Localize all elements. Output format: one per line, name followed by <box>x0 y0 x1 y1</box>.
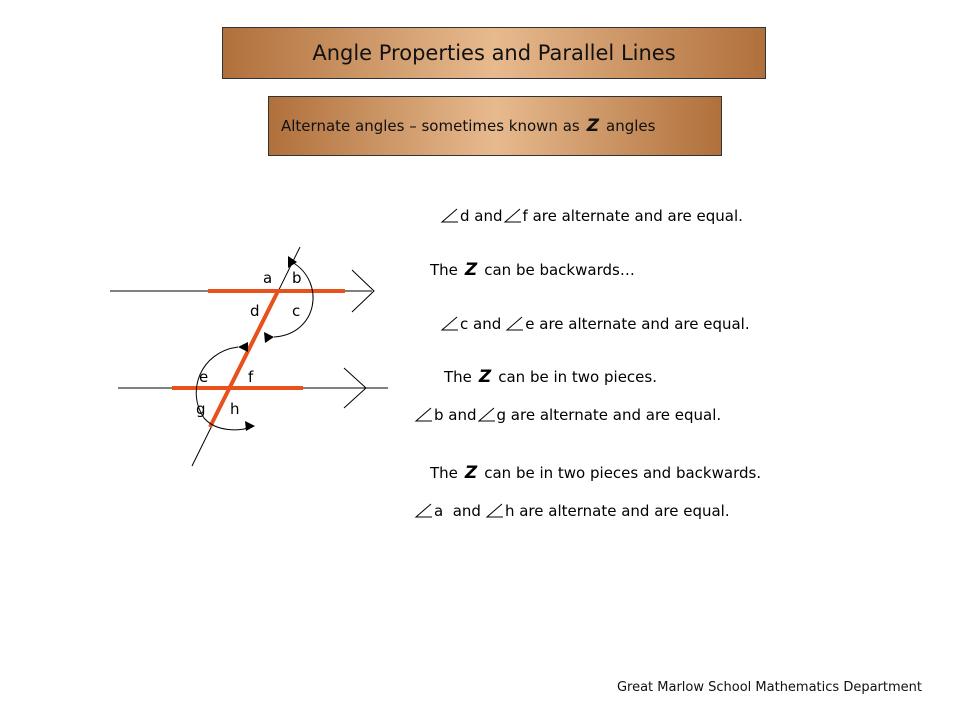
statement-z-two-pieces <box>444 367 657 387</box>
statement-suffix: can be in two pieces and backwards. <box>484 464 762 482</box>
angle-symbol-icon <box>485 502 505 518</box>
statement-a-h <box>414 501 730 521</box>
statement-part-b: g are alternate and are equal. <box>496 406 722 424</box>
statement-z-backwards <box>430 260 635 280</box>
footer-credit: Great Marlow School Mathematics Department <box>616 680 922 695</box>
statement-suffix: can be in two pieces. <box>498 368 657 386</box>
angle-label-c: c <box>292 302 301 320</box>
statement-part-b: f are alternate and are equal. <box>522 207 743 225</box>
statement-prefix: The <box>430 261 458 279</box>
statement-part-a: b and <box>434 406 477 424</box>
statement-part-a: d and <box>460 207 503 225</box>
statement-part-a: a and <box>434 502 481 520</box>
arrow-head-top-right <box>264 332 274 343</box>
angle-label-e: e <box>199 368 209 386</box>
statement-c-e <box>440 314 750 334</box>
angle-label-h: h <box>230 400 240 418</box>
page-title: Angle Properties and Parallel Lines <box>312 41 676 65</box>
angle-symbol-icon <box>440 315 460 331</box>
statement-part-a: c and <box>460 315 502 333</box>
subtitle-prefix: Alternate angles – sometimes known as <box>281 117 580 135</box>
statement-prefix: The <box>430 464 458 482</box>
statement-d-f <box>440 206 743 226</box>
statement-b-g <box>414 405 721 425</box>
statement-part-b: h are alternate and are equal. <box>504 502 730 520</box>
statement-part-b: e are alternate and are equal. <box>525 315 750 333</box>
statement-z: Z <box>464 463 478 483</box>
angle-symbol-icon <box>503 207 523 223</box>
angle-label-f: f <box>248 368 254 386</box>
statement-z-two-pieces-backwards <box>430 463 761 483</box>
subtitle-suffix: angles <box>606 117 656 135</box>
angle-symbol-icon <box>505 315 525 331</box>
statement-z: Z <box>464 260 478 280</box>
arrow-head-bottom-start <box>238 342 248 352</box>
angle-label-d: d <box>250 302 260 320</box>
subtitle-z: Z <box>586 116 600 136</box>
angle-symbol-icon <box>477 406 497 422</box>
arrow-head-bottom-end <box>245 421 255 431</box>
statement-prefix: The <box>444 368 472 386</box>
statement-suffix: can be backwards… <box>484 261 635 279</box>
arrow-head-top-start <box>288 256 297 268</box>
angle-symbol-icon <box>414 406 434 422</box>
angle-symbol-icon <box>414 502 434 518</box>
angle-label-b: b <box>292 269 302 287</box>
highlight-transversal <box>210 291 278 427</box>
angle-label-g: g <box>196 400 206 418</box>
angle-symbol-icon <box>440 207 460 223</box>
statement-z: Z <box>478 367 492 387</box>
angle-label-a: a <box>263 269 273 287</box>
